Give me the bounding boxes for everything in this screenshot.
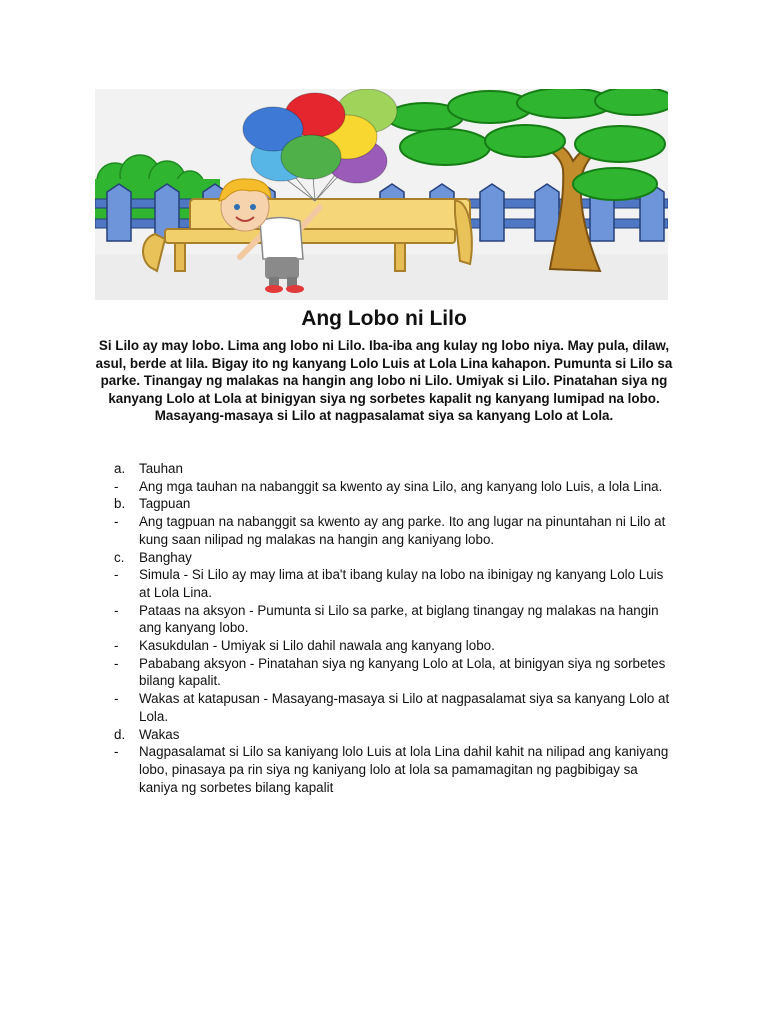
bench-leg <box>395 243 405 271</box>
park-illustration <box>95 89 668 300</box>
outline-marker: a. <box>114 461 126 476</box>
outline-text: Tagpuan <box>139 496 191 512</box>
story-elements-outline <box>114 460 674 796</box>
outline-text: Ang mga tauhan na nabanggit sa kwento ay sina Lilo, ang kanyang lolo Luis, a lola Lina. <box>139 478 663 494</box>
boy-pants <box>265 257 299 279</box>
outline-detail <box>114 602 674 637</box>
bench-seat <box>165 229 455 243</box>
outline-text: Banghay <box>139 549 192 565</box>
outline-marker: - <box>114 744 119 760</box>
fence-picket <box>480 184 504 241</box>
outline-marker: - <box>114 602 119 618</box>
boy-eye <box>250 204 256 210</box>
outline-text: Nagpasalamat si Lilo sa kaniyang lolo Luis at lola Lina dahil kahit na nilipad ang kaniyang lobo, pinasaya pa rin siya ng kaniyang lolo at lola sa pamamagitan ng pagbibigay sa kaniya ng sorbetes bilang kapalit <box>139 744 669 795</box>
outline-heading <box>114 726 674 744</box>
outline-marker: b. <box>114 496 126 512</box>
outline-marker: - <box>114 514 119 530</box>
balloon <box>281 135 341 179</box>
outline-marker: c. <box>114 549 125 565</box>
bench-leg <box>175 243 185 271</box>
boy-eye <box>234 204 240 210</box>
outline-text: Simula - Si Lilo ay may lima at iba't ibang kulay na lobo na ibinigay ng kanyang Lolo Luis at Lola Lina. <box>139 567 664 600</box>
outline-heading <box>114 549 674 567</box>
outline-text: Wakas at katapusan - Masayang-masaya si Lilo at nagpasalamat siya sa kanyang Lolo at Lola. <box>139 691 670 724</box>
boy-shirt <box>260 218 303 260</box>
fence-picket <box>535 184 559 241</box>
boy-shoe <box>265 285 283 293</box>
outline-text: Wakas <box>139 726 180 742</box>
outline-marker: - <box>114 638 119 654</box>
outline-detail <box>114 478 674 496</box>
outline-detail <box>114 743 674 796</box>
outline-text: Pababang aksyon - Pinatahan siya ng kanyang Lolo at Lola, at binigyan siya ng sorbetes bilang kapalit. <box>139 655 666 689</box>
story-paragraph: Si Lilo ay may lobo. Lima ang lobo ni Lilo. Iba-iba ang kulay ng lobo niya. May pula, dilaw, asul, berde at lila. Bigay ito ng kanyang Lolo Luis at Lola Lina kahapon. Pumunta si Lilo sa parke. Tinangay ng malakas na hangin ang lobo ni Lilo. Umiyak si Lilo. Pinatahan siya ng kanyang Lolo at Lola at binigyan siya ng sorbetes kapalit ng kanyang lumipad na lobo. Masayang-masaya si Lilo at nagpasalamat siya sa kanyang Lolo at Lola. <box>95 338 673 424</box>
outline-marker: - <box>114 691 119 707</box>
outline-heading <box>114 460 674 478</box>
outline-marker: d. <box>114 726 126 742</box>
outline-detail <box>114 690 674 725</box>
outline-detail <box>114 655 674 690</box>
outline-text: Tauhan <box>139 461 183 476</box>
outline-text: Ang tagpuan na nabanggit sa kwento ay ang parke. Ito ang lugar na pinuntahan ni Lilo at kung saan nilipad ng malakas na hangin ang kaniyang lobo. <box>139 514 666 547</box>
fence-picket <box>107 184 131 241</box>
outline-detail <box>114 637 674 655</box>
story-title: Ang Lobo ni Lilo <box>301 307 467 330</box>
outline-marker: - <box>114 567 119 583</box>
outline-text: Kasukdulan - Umiyak si Lilo dahil nawala ang kanyang lobo. <box>139 638 495 654</box>
outline-text: Pataas na aksyon - Pumunta si Lilo sa parke, at biglang tinangay ng malakas na hangin ang kanyang lobo. <box>139 602 659 636</box>
outline-detail <box>114 566 674 601</box>
boy-shoe <box>286 285 304 293</box>
outline-detail <box>114 513 674 548</box>
outline-marker: - <box>114 655 119 671</box>
outline-heading <box>114 495 674 513</box>
outline-marker: - <box>114 478 119 494</box>
